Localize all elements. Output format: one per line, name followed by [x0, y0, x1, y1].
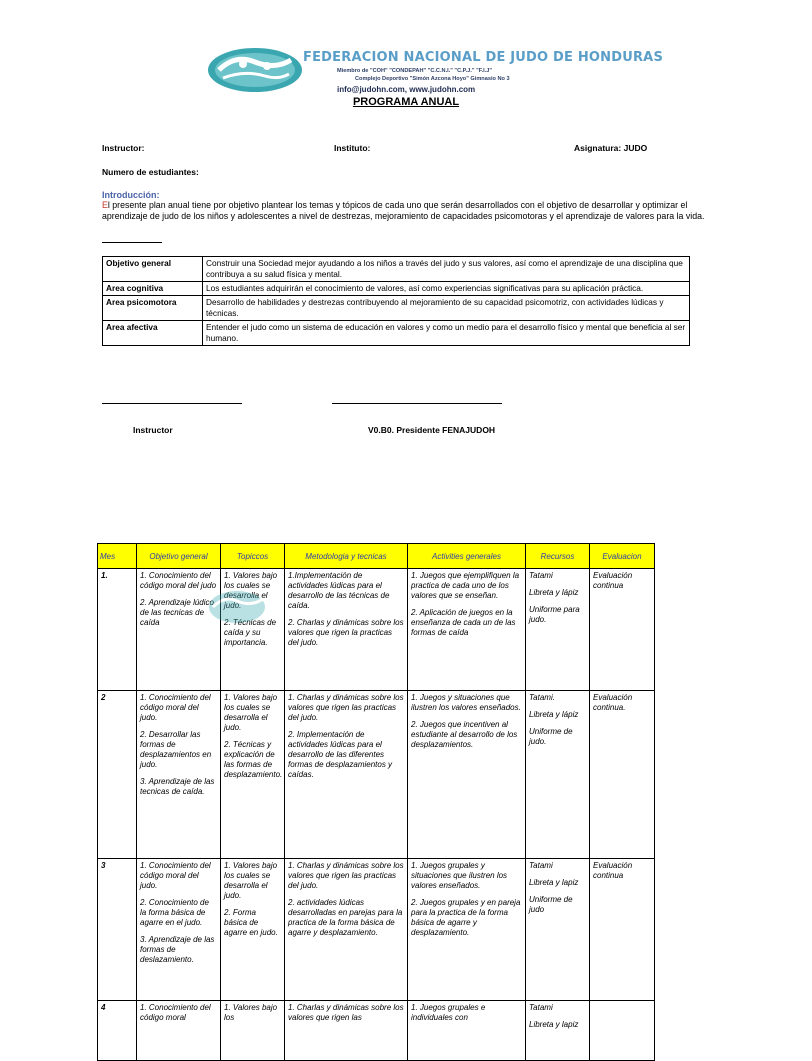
objective-key: Area cognitiva	[103, 282, 203, 296]
plan-cell-actividades	[408, 859, 526, 1001]
plan-item: 1. Charlas y dinámicas sobre los valores que rigen las practicas del judo.	[288, 693, 404, 722]
objective-key: Objetivo general	[103, 257, 203, 282]
plan-item: 2. Desarrollar las formas de desplazamientos en judo.	[140, 730, 212, 769]
plan-item: 3. Aprendizaje de las formas de deslazamiento.	[140, 935, 215, 964]
annual-plan-section	[97, 543, 654, 1029]
plan-item: Uniforme para judo.	[529, 605, 580, 624]
instituto-label: Instituto:	[334, 143, 371, 153]
introduction-initial: E	[102, 200, 108, 210]
plan-item: 1. Conocimiento del código moral del judo	[140, 571, 217, 590]
plan-item: 3. Aprendizaje de las tecnicas de caída.	[140, 777, 215, 796]
plan-item: Libreta y lapiz	[529, 1020, 579, 1029]
page-title: PROGRAMA ANUAL	[352, 96, 460, 108]
objectives-table	[102, 256, 690, 346]
objective-row	[103, 321, 690, 346]
plan-item: 2. Juegos que incentiven al estudiante al desarrollo de los desplazamientos.	[411, 720, 518, 749]
plan-item: Uniforme de judo.	[529, 727, 573, 746]
plan-item: 1. Conocimiento del código moral del judo.	[140, 861, 211, 890]
plan-item: Tatami	[529, 571, 553, 580]
plan-item: Libreta y lápiz	[529, 588, 579, 597]
plan-column-header: Objetivo general	[137, 544, 221, 569]
plan-item: 1. Valores bajo los cuales se desarrolla el judo.	[224, 571, 278, 610]
plan-cell-actividades	[408, 691, 526, 859]
plan-cell-topicos	[221, 569, 285, 691]
plan-cell-topicos	[221, 691, 285, 859]
presidente-signature-line	[332, 403, 502, 404]
plan-month: 2	[98, 691, 137, 859]
plan-cell-objetivo	[137, 691, 221, 859]
plan-column-header: Evaluacion	[590, 544, 655, 569]
plan-item: 2. Juegos grupales y en pareja para la practica de la forma básica de agarre y desplazamiento.	[411, 898, 521, 937]
plan-month: 3	[98, 859, 137, 1001]
plan-cell-actividades	[408, 569, 526, 691]
plan-item: 1. Conocimiento del código moral del judo.	[140, 693, 211, 722]
plan-item: 1. Juegos y situaciones que ilustren los valores enseñados.	[411, 693, 521, 712]
plan-cell-recursos	[526, 859, 590, 1001]
plan-row	[98, 569, 655, 691]
plan-item: Evaluación continua.	[593, 693, 633, 712]
plan-item: 1. Charlas y dinámicas sobre los valores que rigen las	[288, 1003, 404, 1022]
plan-item: 2. Implementación de actividades lúdicas para el desarrollo de las diferentes formas de desplazamientos y caídas.	[288, 730, 393, 779]
objective-value: Los estudiantes adquirirán el conocimiento de valores, así como experiencias significativas para su aplicación práctica.	[203, 282, 690, 296]
plan-item: Tatami	[529, 1003, 553, 1012]
divider	[102, 242, 162, 243]
plan-item: 1. Charlas y dinámicas sobre los valores que rigen las practicas del judo.	[288, 861, 404, 890]
objective-row	[103, 282, 690, 296]
asignatura-label: Asignatura: JUDO	[574, 143, 648, 153]
plan-column-header: Mes	[98, 544, 137, 569]
plan-column-header: Topiccos	[221, 544, 285, 569]
plan-row	[98, 691, 655, 859]
plan-row	[98, 1001, 655, 1061]
plan-item: 1. Valores bajo los cuales se desarrolla el judo.	[224, 861, 278, 900]
plan-item: Tatami	[529, 861, 553, 870]
plan-cell-evaluacion	[590, 569, 655, 691]
plan-month: 1.	[98, 569, 137, 691]
plan-cell-metodologia	[285, 691, 408, 859]
plan-item: 1. Conocimiento del código moral	[140, 1003, 211, 1022]
plan-item: 2. Aprendizaje lúdico de las tecnicas de caída	[140, 598, 214, 627]
introduction-heading: Introducción:	[102, 190, 160, 200]
plan-item: 1. Valores bajo los	[224, 1003, 278, 1022]
plan-cell-objetivo	[137, 1001, 221, 1061]
objective-value: Construir una Sociedad mejor ayudando a los niños a través del judo y sus valores, así como el aprendizaje de una disciplina que contribuya a su salud física y mental.	[203, 257, 690, 282]
plan-item: 2. Técnicas de caída y su importancia.	[224, 618, 277, 647]
plan-cell-actividades	[408, 1001, 526, 1061]
plan-item: Evaluación continua	[593, 861, 633, 880]
objective-value: Desarrollo de habilidades y destrezas contribuyendo al mejoramiento de su capacidad psicomotriz, con actividades lúdicas y técnicas.	[203, 296, 690, 321]
plan-item: 2. Técnicas y explicación de las formas de desplazamiento.	[224, 740, 283, 779]
objective-value: Entender el judo como un sistema de educación en valores y como un medio para el desarrollo físico y mental que beneficia al ser humano.	[203, 321, 690, 346]
instructor-label: Instructor:	[102, 143, 145, 153]
plan-cell-objetivo	[137, 569, 221, 691]
plan-cell-objetivo	[137, 859, 221, 1001]
plan-cell-recursos	[526, 569, 590, 691]
plan-cell-evaluacion	[590, 859, 655, 1001]
plan-item: Evaluación continua	[593, 571, 633, 590]
plan-item: Tatami.	[529, 693, 555, 702]
objective-row	[103, 296, 690, 321]
plan-cell-metodologia	[285, 859, 408, 1001]
plan-item: 1. Juegos grupales y situaciones que ilustren los valores enseñados.	[411, 861, 508, 890]
federation-members: Miembro de "COH" "CONDEPAH" "C.C.N.I." "C.P.J." "F.I.J"	[337, 68, 492, 74]
plan-item: 2. Conocimiento de la forma básica de agarre en el judo.	[140, 898, 209, 927]
plan-item: 1.Implementación de actividades lúdicas para el desarrollo de las técnicas de caída.	[288, 571, 390, 610]
plan-item: 2. Forma básica de agarre en judo.	[224, 908, 278, 937]
plan-month: 4	[98, 1001, 137, 1061]
objective-key: Area psicomotora	[103, 296, 203, 321]
objective-key: Area afectiva	[103, 321, 203, 346]
plan-cell-recursos	[526, 691, 590, 859]
plan-cell-evaluacion	[590, 1001, 655, 1061]
plan-item: Libreta y lapiz	[529, 878, 579, 887]
introduction-paragraph	[102, 200, 714, 222]
plan-cell-metodologia	[285, 1001, 408, 1061]
plan-cell-topicos	[221, 859, 285, 1001]
federation-contact: info@judohn.com, www.judohn.com	[337, 85, 476, 94]
plan-column-header: Metodologia y tecnicas	[285, 544, 408, 569]
introduction-body: l presente plan anual tiene por objetivo plantear los temas y tópicos de cada uno que serán desarrollados con el objetivo de desarrollar y optimizar el aprendizaje de judo de los niños y adolescentes a nivel de destrezas, mejoramiento de capacidades psicomotoras y el aprendizaje de valores para la vida.	[102, 200, 705, 221]
plan-column-header: Activities generales	[408, 544, 526, 569]
plan-item: 1. Valores bajo los cuales se desarrolla el judo.	[224, 693, 278, 732]
plan-column-header: Recursos	[526, 544, 590, 569]
plan-item: 2. Charlas y dinámicas sobre los valores que rigen la practicas del judo.	[288, 618, 404, 647]
plan-cell-topicos	[221, 1001, 285, 1061]
plan-item: 2. Aplicación de juegos en la enseñanza de cada un de las formas de caída	[411, 608, 516, 637]
federation-name: FEDERACION NACIONAL DE JUDO DE HONDURAS	[303, 50, 664, 65]
judo-emblem-icon	[205, 40, 305, 96]
objective-row	[103, 257, 690, 282]
instructor-signature-line	[102, 403, 242, 404]
plan-row	[98, 859, 655, 1001]
instructor-signature-label: Instructor	[133, 425, 173, 435]
presidente-signature-label: V0.B0. Presidente FENAJUDOH	[368, 425, 496, 435]
annual-plan-table	[97, 543, 655, 1061]
plan-item: Libreta y lápiz	[529, 710, 579, 719]
plan-cell-recursos	[526, 1001, 590, 1061]
students-count-label: Numero de estudiantes:	[102, 167, 199, 177]
plan-cell-metodologia	[285, 569, 408, 691]
federation-logo-banner	[205, 40, 664, 96]
plan-item: Uniforme de judo	[529, 895, 573, 914]
plan-item: 1. Juegos que ejemplifiquen la practica de cada uno de los valores que se enseñan.	[411, 571, 520, 600]
plan-cell-evaluacion	[590, 691, 655, 859]
plan-item: 2. actividades lúdicas desarrolladas en parejas para la practica de la forma básica de agarre y desplazamiento.	[288, 898, 403, 937]
federation-venue: Complejo Deportivo "Simón Azcona Hoyo" Gimnasio No 3	[355, 76, 510, 82]
plan-item: 1. Juegos grupales e individuales con	[411, 1003, 486, 1022]
